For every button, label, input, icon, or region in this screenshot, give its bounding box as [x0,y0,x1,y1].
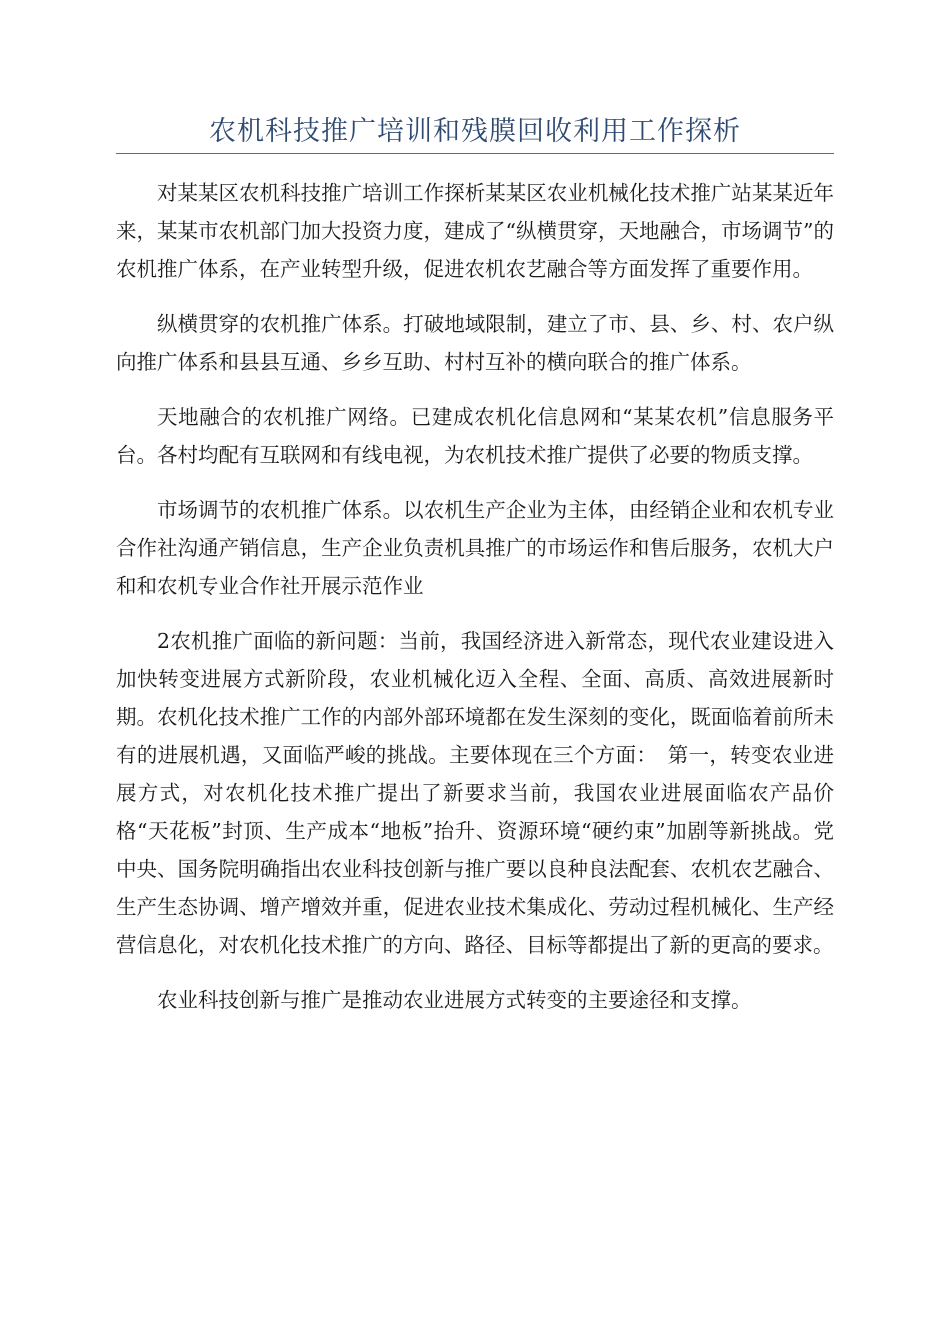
paragraph-3: 天地融合的农机推广网络。已建成农机化信息网和“某某农机”信息服务平台。各村均配有互联网和有线电视，为农机技术推广提供了必要的物质支撑。 [116,405,834,467]
document-title: 农机科技推广培训和残膜回收利用工作探析 [209,116,741,147]
paragraph-5: 2农机推广面临的新问题：当前，我国经济进入新常态，现代农业建设进入加快转变进展方式新阶段，农业机械化迈入全程、全面、高质、高效进展新时期。农机化技术推广工作的内部外部环境都在发生深刻的变化，既面临着前所未有的进展机遇，又面临严峻的挑战。主要体现在三个方面： 第一，转变农业进展方式，对农机化技术推广提出了新要求当前，我国农业进展面临农产品价格“天花板”封顶、生产成本“地板”抬升、资源环境“硬约束”加剧等新挑战。党中央、国务院明确指出农业科技创新与推广要以良种良法配套、农机农艺融合、生产生态协调、增产增效并重，促进农业技术集成化、劳动过程机械化、生产经营信息化，对农机化技术推广的方向、路径、目标等都提出了新的更高的要求。 [116,629,834,957]
paragraph-2: 纵横贯穿的农机推广体系。打破地域限制，建立了市、县、乡、村、农户纵向推广体系和县县互通、乡乡互助、村村互补的横向联合的推广体系。 [116,312,834,374]
document-body [116,174,834,1036]
paragraph-1: 对某某区农机科技推广培训工作探析某某区农业机械化技术推广站某某近年来，某某市农机部门加大投资力度，建成了“纵横贯穿，天地融合，市场调节”的农机推广体系，在产业转型升级，促进农机农艺融合等方面发挥了重要作用。 [116,181,834,281]
title-underline [116,153,834,154]
paragraph-6: 农业科技创新与推广是推动农业进展方式转变的主要途径和支撑。 [157,988,752,1012]
paragraph-4: 市场调节的农机推广体系。以农机生产企业为主体，由经销企业和农机专业合作社沟通产销信息，生产企业负责机具推广的市场运作和售后服务，农机大户和和农机专业合作社开展示范作业 [116,498,834,598]
